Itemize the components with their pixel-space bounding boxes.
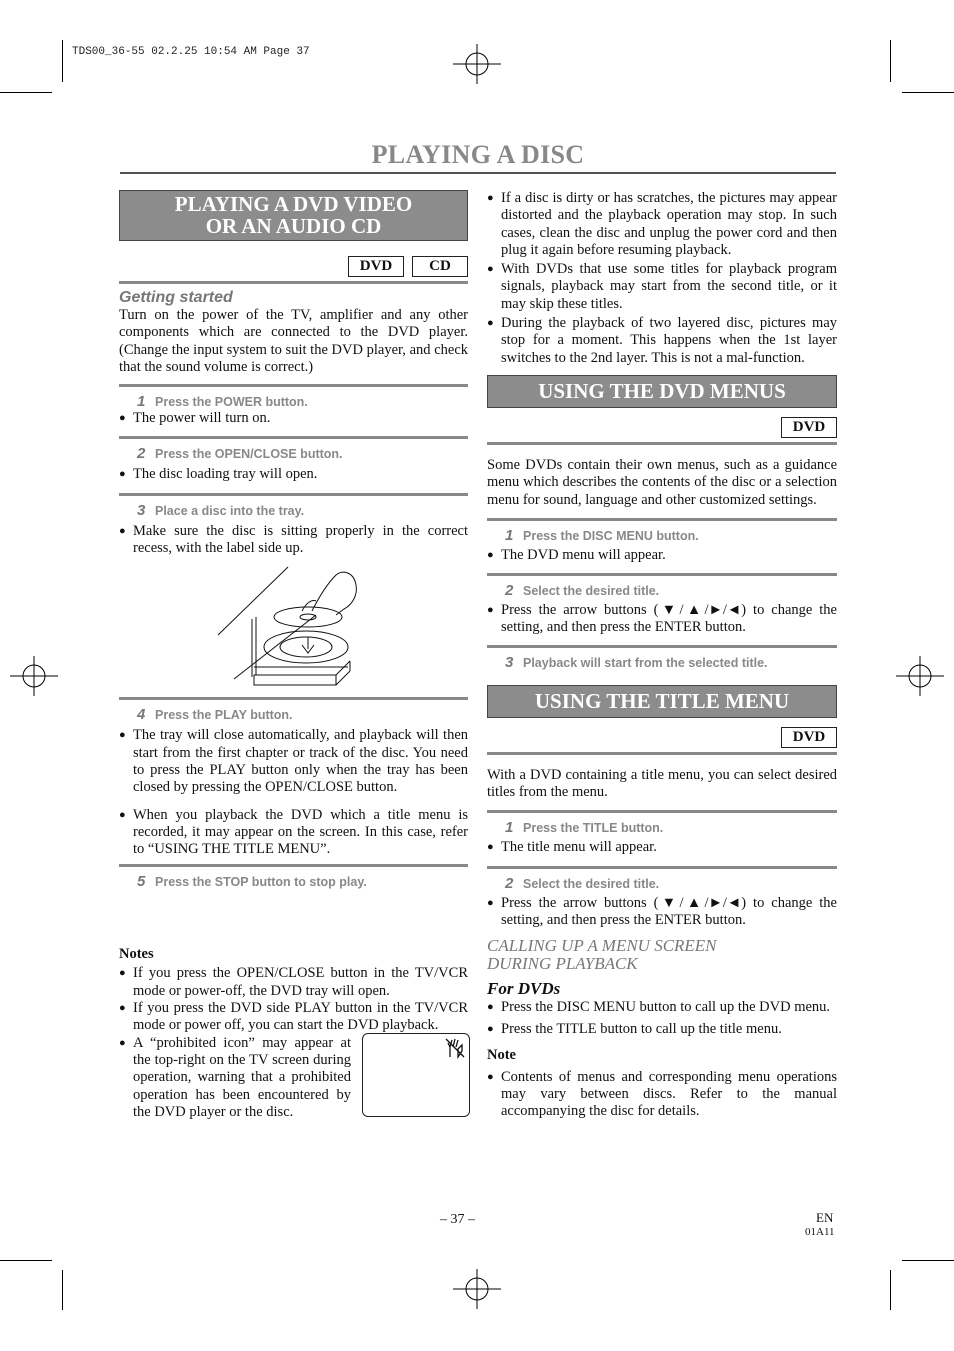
page-title: PLAYING A DISC bbox=[371, 140, 585, 169]
note-text: A “prohibited icon” may appear at the top-right on the TV screen during operation, warning that a prohibited operation has been encountered by the DVD player or the disc. bbox=[133, 1034, 351, 1120]
list-item bbox=[487, 999, 837, 1016]
list-item bbox=[119, 410, 468, 427]
list-item bbox=[487, 315, 837, 367]
bullet-icon: ● bbox=[119, 1002, 126, 1015]
divider bbox=[487, 518, 837, 521]
intro-text: Turn on the power of the TV, amplifier and any other components which are connected to the DVD player. (Change the input system to suit the DVD player, and check that the sound volume is correct.) bbox=[119, 307, 468, 375]
section-banner-playing bbox=[119, 190, 468, 241]
step-number: 3 bbox=[137, 501, 146, 519]
section-banner-dvd-menus: USING THE DVD MENUS bbox=[487, 375, 837, 408]
list-item bbox=[487, 261, 837, 313]
divider bbox=[119, 281, 468, 284]
bullet-text: Make sure the disc is sitting properly in the correct recess, with the label side up. bbox=[133, 522, 468, 557]
bullet-text: If a disc is dirty or has scratches, the pictures may appear distorted and the playback operation may stop. In such cases, clean the disc and unplug the power cord and then plug it again before resuming playback. bbox=[501, 190, 837, 258]
step-number: 2 bbox=[137, 445, 146, 463]
bullet-text: Press the DISC MENU button to call up the DVD menu. bbox=[501, 999, 831, 1016]
bullet-icon: ● bbox=[119, 808, 126, 821]
registration-mark-icon bbox=[10, 652, 58, 700]
bullet-icon: ● bbox=[487, 1001, 494, 1014]
divider bbox=[119, 697, 468, 700]
crop-mark bbox=[62, 40, 63, 82]
title-menu-intro: With a DVD containing a title menu, you can select desired titles from the menu. bbox=[487, 766, 837, 801]
page-number: – 37 – bbox=[440, 1212, 475, 1227]
divider bbox=[487, 810, 837, 813]
divider bbox=[119, 493, 468, 496]
calling-heading bbox=[487, 937, 837, 973]
step-1 bbox=[505, 819, 837, 836]
bullet-icon: ● bbox=[119, 412, 126, 425]
disc-tray-illustration bbox=[216, 565, 376, 693]
step-label: Select the desired title. bbox=[523, 876, 660, 891]
note-heading: Note bbox=[487, 1046, 516, 1063]
step-number: 2 bbox=[505, 874, 514, 892]
bullet-icon: ● bbox=[487, 263, 494, 276]
bullet-icon: ● bbox=[119, 967, 126, 980]
crop-mark bbox=[902, 92, 954, 93]
document-code: 01A11 bbox=[805, 1226, 835, 1238]
dvd-menus-intro: Some DVDs contain their own menus, such as a guidance menu which describes the contents of the disc or a selection menu for sound, language and other customized settings. bbox=[487, 456, 837, 508]
language-code: EN bbox=[816, 1210, 834, 1225]
disc-type-tags bbox=[487, 417, 837, 438]
crop-mark bbox=[62, 1270, 63, 1310]
divider bbox=[487, 866, 837, 869]
list-item bbox=[487, 1069, 837, 1121]
list-item bbox=[119, 466, 468, 483]
bullet-text: Press the TITLE button to call up the title menu. bbox=[501, 1020, 782, 1037]
notes-heading: Notes bbox=[119, 946, 154, 963]
crop-mark bbox=[0, 92, 52, 93]
list-item bbox=[487, 1021, 837, 1038]
step-label: Press the PLAY button. bbox=[155, 708, 293, 723]
tv-screen-illustration bbox=[362, 1033, 470, 1117]
prohibited-hand-icon bbox=[444, 1037, 466, 1059]
bullet-text: With DVDs that use some titles for playback program signals, playback may start from the second title, or it may skip these titles. bbox=[501, 261, 837, 312]
list-item bbox=[119, 1035, 468, 1121]
bullet-text: The DVD menu will appear. bbox=[501, 546, 666, 563]
divider bbox=[119, 436, 468, 439]
bullet-text: When you playback the DVD which a title menu is recorded, it may appear on the screen. In this case, refer to “USING THE TITLE MENU”. bbox=[133, 806, 468, 858]
divider bbox=[487, 645, 837, 648]
disc-type-tags bbox=[487, 727, 837, 748]
registration-mark-icon bbox=[453, 1265, 501, 1313]
step-3 bbox=[505, 654, 837, 671]
registration-mark-icon bbox=[896, 652, 944, 700]
divider bbox=[119, 864, 468, 867]
step-label: Press the TITLE button. bbox=[523, 821, 664, 836]
list-item bbox=[119, 727, 468, 796]
list-item bbox=[487, 547, 837, 564]
bullet-icon: ● bbox=[487, 841, 494, 854]
bullet-icon: ● bbox=[487, 192, 494, 204]
divider bbox=[487, 442, 837, 445]
divider bbox=[487, 573, 837, 576]
bullet-text: Press the arrow buttons (▼/▲/►/◄) to change the setting, and then press the ENTER button. bbox=[501, 894, 837, 928]
divider bbox=[487, 752, 837, 755]
banner-line: OR AN AUDIO CD bbox=[205, 214, 382, 238]
bullet-icon: ● bbox=[119, 524, 126, 537]
step-3 bbox=[137, 502, 468, 519]
bullet-icon: ● bbox=[487, 604, 494, 617]
right-column bbox=[487, 190, 837, 1121]
bullet-text: Press the arrow buttons (▼/▲/►/◄) to change the setting, and then press the ENTER button. bbox=[501, 602, 837, 636]
step-number: 1 bbox=[505, 526, 514, 544]
bullet-icon: ● bbox=[487, 1070, 494, 1083]
banner-line: PLAYING A DVD VIDEO bbox=[174, 192, 413, 216]
note-text: If you press the OPEN/CLOSE button in the TV/VCR mode or power-off, the DVD tray will open. bbox=[133, 965, 468, 999]
registration-mark-icon bbox=[453, 40, 501, 88]
step-label: Select the desired title. bbox=[523, 584, 660, 599]
dvd-tag: DVD bbox=[348, 256, 404, 277]
list-item bbox=[119, 807, 468, 859]
bullet-text: The disc loading tray will open. bbox=[133, 466, 318, 483]
divider bbox=[119, 384, 468, 387]
list-item bbox=[487, 895, 837, 930]
dvd-tag: DVD bbox=[781, 727, 837, 748]
bullet-icon: ● bbox=[487, 1022, 494, 1035]
list-item bbox=[487, 190, 837, 259]
bullet-text: The title menu will appear. bbox=[501, 839, 657, 856]
bullet-icon: ● bbox=[487, 548, 494, 561]
step-label: Press the DISC MENU button. bbox=[523, 528, 699, 543]
cd-tag: CD bbox=[412, 256, 468, 277]
step-label: Press the STOP button to stop play. bbox=[155, 875, 367, 890]
step-2 bbox=[505, 582, 837, 599]
bullet-icon: ● bbox=[119, 729, 126, 742]
step-5 bbox=[137, 873, 468, 890]
note-text: If you press the DVD side PLAY button in the TV/VCR mode or power off, you can start the DVD playback. bbox=[133, 1000, 468, 1034]
crop-mark bbox=[0, 1260, 52, 1261]
bullet-text: The tray will close automatically, and playback will then start from the first chapter or track of the disc. You need to press the PLAY button only when the tray has been closed by pressing the OPEN/CLOSE button. bbox=[133, 727, 468, 796]
step-2 bbox=[137, 445, 468, 462]
crop-mark bbox=[890, 1270, 891, 1310]
note-text: Contents of menus and corresponding menu operations may vary between discs. Refer to the manual accompanying the disc for details. bbox=[501, 1068, 837, 1120]
step-1 bbox=[137, 393, 468, 410]
bullet-icon: ● bbox=[119, 1036, 126, 1049]
step-number: 1 bbox=[137, 393, 146, 411]
step-label: Place a disc into the tray. bbox=[155, 503, 305, 518]
step-label: Press the OPEN/CLOSE button. bbox=[155, 447, 343, 462]
bullet-icon: ● bbox=[119, 468, 126, 481]
step-number: 2 bbox=[505, 582, 514, 600]
step-4 bbox=[137, 706, 468, 723]
step-number: 3 bbox=[505, 653, 514, 671]
step-label: Playback will start from the selected title. bbox=[523, 655, 768, 670]
list-item bbox=[487, 839, 837, 856]
crop-mark bbox=[890, 40, 891, 82]
dvd-tag: DVD bbox=[781, 417, 837, 438]
title-rule bbox=[120, 172, 836, 174]
left-column bbox=[119, 190, 468, 1121]
bullet-icon: ● bbox=[487, 317, 494, 330]
bullet-text: During the playback of two layered disc, pictures may stop for a moment. This happens when the 1st layer switches to the 2nd layer. This is not a mal-function. bbox=[501, 315, 837, 366]
step-2 bbox=[505, 875, 837, 892]
step-label: Press the POWER button. bbox=[155, 395, 308, 410]
disc-type-tags bbox=[119, 256, 468, 277]
getting-started-heading: Getting started bbox=[119, 289, 233, 306]
for-dvds-heading: For DVDs bbox=[487, 979, 561, 999]
step-number: 4 bbox=[137, 706, 146, 724]
step-number: 5 bbox=[137, 873, 146, 891]
section-banner-title-menu: USING THE TITLE MENU bbox=[487, 685, 837, 718]
step-number: 1 bbox=[505, 819, 514, 837]
list-item bbox=[487, 602, 837, 637]
list-item bbox=[119, 523, 468, 558]
crop-mark bbox=[902, 1260, 954, 1261]
print-slug: TDS00_36-55 02.2.25 10:54 AM Page 37 bbox=[72, 46, 310, 58]
calling-line: CALLING UP A MENU SCREEN bbox=[487, 936, 717, 956]
bullet-icon: ● bbox=[487, 896, 494, 909]
list-item bbox=[119, 1000, 468, 1035]
calling-line: DURING PLAYBACK bbox=[487, 954, 638, 974]
step-1 bbox=[505, 527, 837, 544]
bullet-text: The power will turn on. bbox=[133, 410, 271, 427]
list-item bbox=[119, 965, 468, 1000]
